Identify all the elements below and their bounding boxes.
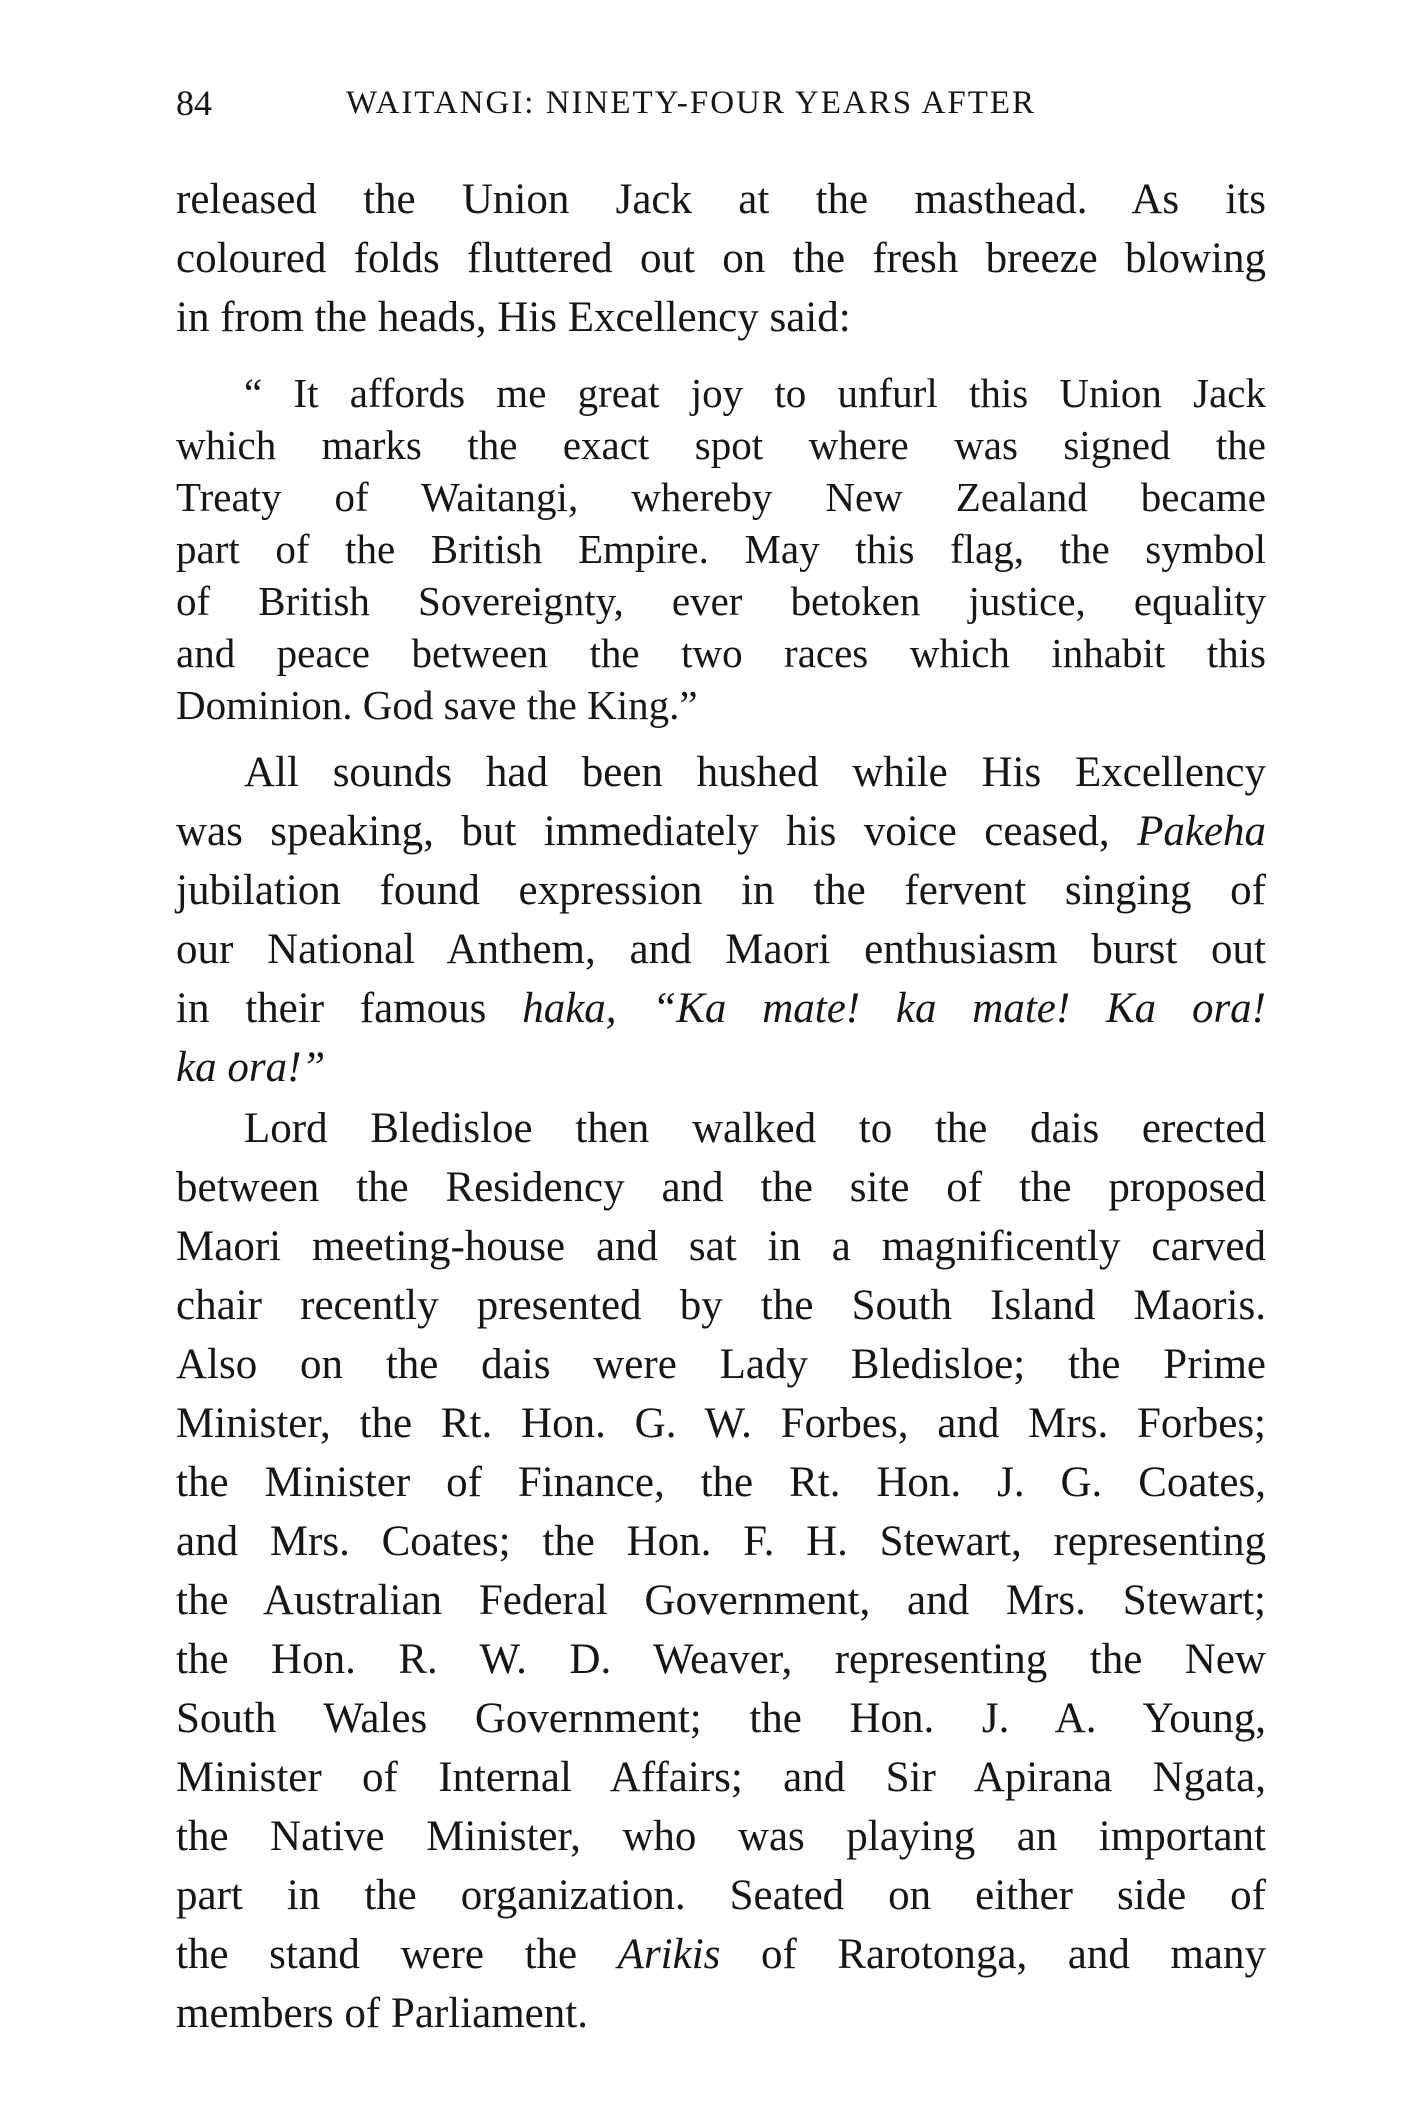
text-line: “ It affords me great joy to unfurl this Union Jack xyxy=(244,370,1266,416)
running-title: WAITANGI: NINETY-FOUR YEARS AFTER xyxy=(346,85,1037,121)
text-line: and peace between the two races which inhabit this xyxy=(176,630,1266,676)
text-line: the Minister of Finance, the Rt. Hon. J. G. Coates, xyxy=(176,1459,1266,1506)
text-line: part in the organization. Seated on either side of xyxy=(176,1872,1266,1919)
paragraph-continuation xyxy=(176,170,1266,347)
text-line: of British Sovereignty, ever betoken justice, equality xyxy=(176,578,1266,624)
running-head xyxy=(176,78,1266,128)
text-line: in their famous haka, “Ka mate! ka mate! Ka ora! xyxy=(176,985,1266,1032)
text-line: between the Residency and the site of the proposed xyxy=(176,1164,1266,1211)
text-line: our National Anthem, and Maori enthusiasm burst out xyxy=(176,926,1266,973)
text-line: part of the British Empire. May this flag, the symbol xyxy=(176,526,1266,572)
text-line: Treaty of Waitangi, whereby New Zealand became xyxy=(176,474,1266,520)
text-line: Maori meeting-house and sat in a magnificently carved xyxy=(176,1223,1266,1270)
text-line: was speaking, but immediately his voice ceased, Pakeha xyxy=(176,808,1266,855)
paragraph xyxy=(176,1099,1266,2043)
text-line: and Mrs. Coates; the Hon. F. H. Stewart, representing xyxy=(176,1518,1266,1565)
text-line: chair recently presented by the South Island Maoris. xyxy=(176,1282,1266,1329)
text-line: released the Union Jack at the masthead. As its xyxy=(176,176,1266,223)
text-line: members of Parliament. xyxy=(176,1990,588,2037)
text-line: Minister, the Rt. Hon. G. W. Forbes, and Mrs. Forbes; xyxy=(176,1400,1266,1447)
body-text xyxy=(176,170,1266,2043)
text-line: the Hon. R. W. D. Weaver, representing the New xyxy=(176,1636,1266,1683)
text-line: in from the heads, His Excellency said: xyxy=(176,294,851,341)
text-line: coloured folds fluttered out on the fresh breeze blowing xyxy=(176,235,1266,282)
text-line: the stand were the Arikis of Rarotonga, and many xyxy=(176,1931,1266,1978)
block-quotation xyxy=(176,367,1266,731)
page-number: 84 xyxy=(176,83,212,123)
text-line: the Native Minister, who was playing an important xyxy=(176,1813,1266,1860)
paragraph xyxy=(176,743,1266,1097)
text-line: All sounds had been hushed while His Excellency xyxy=(244,749,1266,796)
text-line: Also on the dais were Lady Bledisloe; the Prime xyxy=(176,1341,1266,1388)
text-line: ka ora!” xyxy=(176,1044,326,1091)
text-line: which marks the exact spot where was signed the xyxy=(176,422,1266,468)
text-line: South Wales Government; the Hon. J. A. Young, xyxy=(176,1695,1266,1742)
text-line: Minister of Internal Affairs; and Sir Apirana Ngata, xyxy=(176,1754,1266,1801)
text-line: jubilation found expression in the fervent singing of xyxy=(176,867,1266,914)
text-line: Lord Bledisloe then walked to the dais erected xyxy=(244,1105,1266,1152)
text-line: the Australian Federal Government, and Mrs. Stewart; xyxy=(176,1577,1266,1624)
text-line: Dominion. God save the King.” xyxy=(176,682,698,728)
